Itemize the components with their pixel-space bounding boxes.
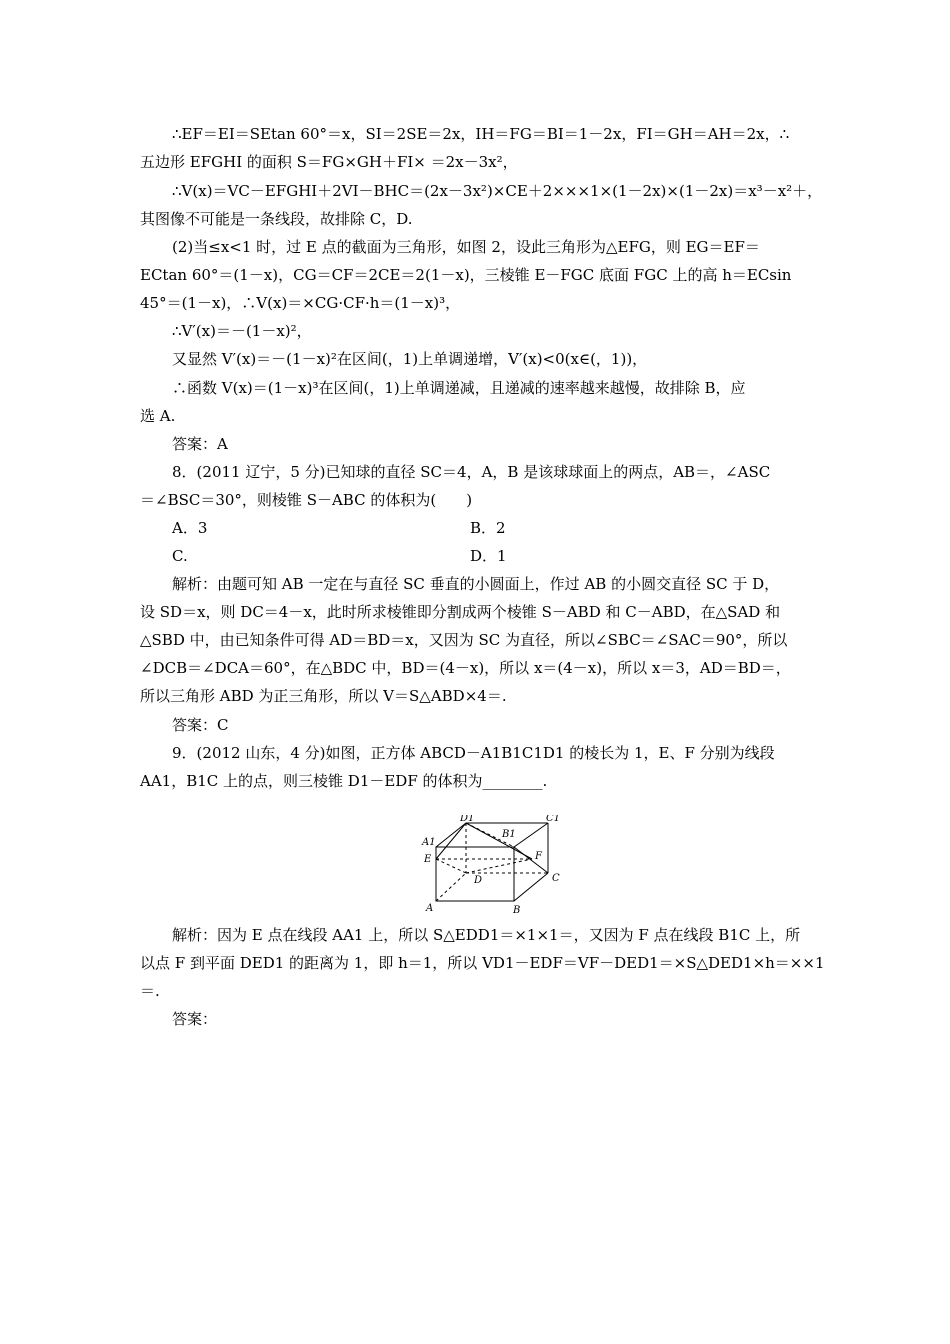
- solution-8-line-3: △SBD 中，由已知条件可得 AD＝BD＝x，又因为 SC 为直径，所以∠SBC＝∠SAC＝90°，所以: [140, 631, 788, 649]
- line-ed: [436, 859, 466, 873]
- solution-9-line-2: 以点 F 到平面 DED1 的距离为 1，即 h＝1，所以 VD1－EDF＝VF－DED1＝×S△DED1×h＝××1: [140, 954, 825, 972]
- label-b: B: [513, 905, 521, 916]
- line-d1e: [436, 823, 466, 859]
- answer-8: 答案：C: [172, 716, 229, 734]
- label-c: C: [552, 873, 560, 884]
- text-line-9: 又显然 V′(x)＝－(1－x)²在区间(，1)上单调递增，V′(x)<0(x∈(，1))，: [172, 350, 648, 368]
- label-b1: B1: [502, 829, 516, 840]
- label-a: A: [426, 903, 434, 914]
- question-8-line-2: ＝∠BSC＝30°，则棱锥 S－ABC 的体积为( ): [140, 491, 473, 509]
- option-a: A．3: [172, 519, 208, 537]
- label-f: F: [535, 851, 542, 862]
- text-line-6: ECtan 60°＝(1－x)，CG＝CF＝2CE＝2(1－x)，三棱锥 E－FGC 底面 FGC 上的高 h＝ECsin: [140, 266, 792, 284]
- question-9-line-1: 9．(2012 山东，4 分)如图，正方体 ABCD－A1B1C1D1 的棱长为 1，E、F 分别为线段: [172, 744, 775, 762]
- text-line-4: 其图像不可能是一条线段，故排除 C，D.: [140, 210, 413, 228]
- solution-9-line-1: 解析：因为 E 点在线段 AA1 上，所以 S△EDD1＝×1×1＝，又因为 F 点在线段 B1C 上，所: [172, 926, 801, 944]
- solution-8-line-2: 设 SD＝x，则 DC＝4－x，此时所求棱锥即分割成两个棱锥 S－ABD 和 C－ABD，在△SAD 和: [140, 603, 781, 621]
- option-c: C.: [172, 547, 188, 565]
- cube-figure: [418, 815, 568, 917]
- label-a1: A1: [422, 837, 436, 848]
- answer-7: 答案：A: [172, 435, 228, 453]
- text-line-2: 五边形 EFGHI 的面积 S＝FG×GH＋FI× ＝2x－3x²，: [140, 153, 518, 171]
- solution-8-line-4: ∠DCB＝∠DCA＝60°，在△BDC 中，BD＝(4－x)，所以 x＝(4－x)，所以 x＝3，AD＝BD＝，: [140, 659, 791, 677]
- question-9-line-2: AA1，B1C 上的点，则三棱锥 D1－EDF 的体积为________.: [140, 772, 548, 790]
- solution-8-line-5: 所以三角形 ABD 为正三角形，所以 V＝S△ABD×4＝.: [140, 687, 507, 705]
- label-d1: D1: [460, 815, 475, 824]
- question-8-line-1: 8．(2011 辽宁，5 分)已知球的直径 SC＝4，A，B 是该球球面上的两点，AB＝，∠ASC: [172, 463, 771, 481]
- text-line-7: 45°＝(1－x)，∴V(x)＝×CG·CF·h＝(1－x)³，: [140, 294, 461, 312]
- front-face: [436, 847, 514, 901]
- line-df: [466, 859, 532, 873]
- label-e: E: [424, 854, 432, 865]
- edge-ad: [436, 873, 466, 901]
- text-line-8: ∴V′(x)＝－(1－x)²，: [172, 322, 312, 340]
- text-line-10: ∴函数 V(x)＝(1－x)³在区间(，1)上单调递减，且递减的速率越来越慢，故排除 B，应: [172, 379, 746, 397]
- solution-9-line-3: ＝.: [140, 982, 160, 1000]
- option-d: D．1: [470, 547, 507, 565]
- label-c1: C1: [546, 815, 561, 824]
- option-b: B．2: [470, 519, 506, 537]
- solution-8-line-1: 解析：由题可知 AB 一定在与直径 SC 垂直的小圆面上，作过 AB 的小圆交直径 SC 于 D，: [172, 575, 780, 593]
- edge-a1d1: [436, 823, 466, 847]
- text-line-1: ∴EF＝EI＝SEtan 60°＝x，SI＝2SE＝2x，IH＝FG＝BI＝1－2x，FI＝GH＝AH＝2x，∴: [172, 125, 790, 143]
- text-line-11: 选 A.: [140, 407, 176, 425]
- line-b1c: [514, 847, 548, 873]
- edge-bc: [514, 873, 548, 901]
- text-line-3: ∴V(x)＝VC－EFGHI＋2VI－BHC＝(2x－3x²)×CE＋2×××1×(1－2x)×(1－2x)＝x³－x²＋，: [172, 182, 823, 200]
- label-d: D: [474, 875, 483, 886]
- text-line-5: (2)当≤x<1 时，过 E 点的截面为三角形，如图 2，设此三角形为△EFG，则 EG＝EF＝: [172, 238, 760, 256]
- answer-9: 答案：: [172, 1010, 218, 1028]
- edge-b1c1: [514, 823, 548, 847]
